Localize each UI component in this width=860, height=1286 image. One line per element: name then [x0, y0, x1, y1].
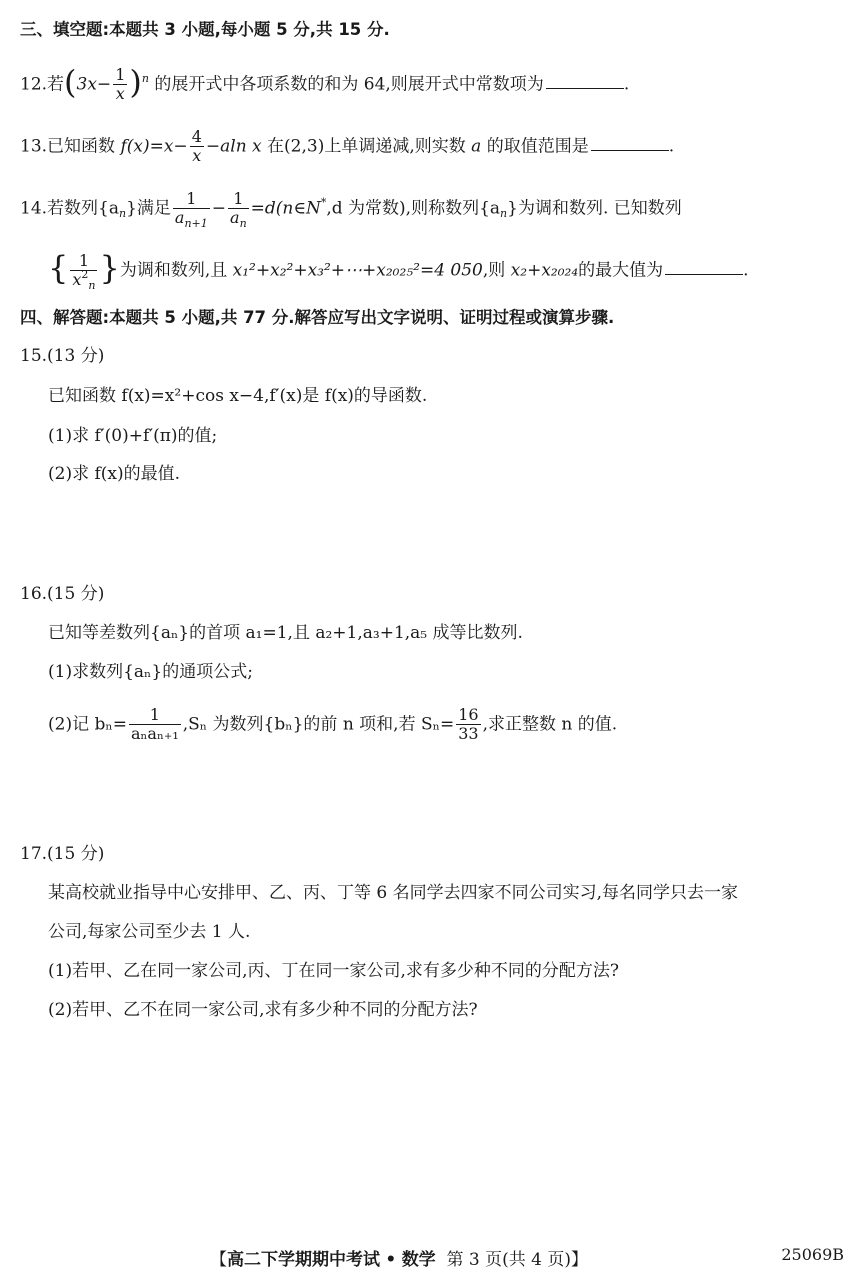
- q15-title: 15.(13 分): [20, 346, 105, 366]
- q12-fraction: $\frac{1}{x}$: [115, 65, 126, 104]
- q17-part1: (1)若甲、乙在同一家公司,丙、丁在同一家公司,求有多少种不同的分配方法?: [48, 961, 620, 981]
- q17-stem-line2: 公司,每家公司至少去 1 人.: [48, 922, 251, 942]
- q12-number: 12.: [20, 74, 48, 95]
- right-brace: }: [99, 249, 120, 288]
- left-paren: (: [64, 63, 77, 102]
- q17-part2: (2)若甲、乙不在同一家公司,求有多少种不同的分配方法?: [48, 1000, 478, 1020]
- right-paren: ): [129, 63, 142, 102]
- answer-blank-12[interactable]: [546, 72, 624, 89]
- subject-name: 数学: [401, 1250, 436, 1270]
- q15-part1: (1)求 f′(0)+f′(π)的值;: [48, 426, 218, 446]
- paper-code: 25069B: [781, 1245, 844, 1264]
- q16-stem: 已知等差数列{aₙ}的首项 a₁=1,且 a₂+1,a₃+1,a₅ 成等比数列.: [48, 623, 523, 643]
- q17-title: 17.(15 分): [20, 844, 105, 864]
- q14-fraction-1: $\frac{1}{a_{n+1}}$: [174, 189, 208, 231]
- q13-fraction: $\frac{4}{x}$: [191, 127, 202, 166]
- q12-expr: 3x−: [76, 74, 112, 95]
- q14-sum-expr: x₁²+x₂²+x₃²+⋯+x₂₀₂₅²=4 050: [232, 260, 483, 281]
- q16-title: 16.(15 分): [20, 584, 105, 604]
- answer-blank-14[interactable]: [665, 258, 743, 275]
- question-14-line2: { $\frac{1}{x^2_n}$ }为调和数列,且 x₁²+x₂²+x₃²+⋯+x₂₀₂₅²=4 050,则 x₂+x₂₀₂₄的最大值为 .: [48, 249, 749, 293]
- q13-function: f(x)=x−: [120, 136, 188, 157]
- q14-number: 14.: [20, 198, 48, 219]
- q15-part2: (2)求 f(x)的最值.: [48, 464, 181, 484]
- q16-part2: (2)记 bₙ= $\frac{1}{\text{aₙaₙ₊₁}}$ ,Sₙ 为数列{bₙ}的前 n 项和,若 Sₙ= $\frac{16}{33}$ ,求正整数 n 的值.: [48, 705, 618, 744]
- q17-stem-line1: 某高校就业指导中心安排甲、乙、丙、丁等 6 名同学去四家不同公司实习,每名同学只去一家: [48, 883, 739, 903]
- page-indicator: 第 3 页(共 4 页): [446, 1250, 572, 1270]
- left-brace: {: [48, 249, 69, 288]
- page-footer: 【高二下学期期中考试 • 数学 第 3 页(共 4 页)】: [210, 1250, 589, 1270]
- q16-fraction-2: $\frac{16}{33}$: [458, 705, 479, 744]
- q12-power: n: [141, 72, 149, 86]
- section3-header: 三、填空题:本题共 3 小题,每小题 5 分,共 15 分.: [20, 20, 390, 39]
- q14-fraction-3: $\frac{1}{x^2_n}$: [72, 251, 96, 293]
- q14-fraction-2: $\frac{1}{a_n}$: [230, 189, 247, 231]
- q13-text: 在(2,3)上单调递减,则实数: [267, 136, 466, 157]
- question-12: 12.若(3x− $\frac{1}{x}$ )$^n$ 的展开式中各项系数的和为 64,则展开式中常数项为 .: [20, 63, 630, 104]
- q16-part1: (1)求数列{aₙ}的通项公式;: [48, 662, 253, 682]
- q12-prefix: 若: [47, 74, 65, 95]
- section4-header: 四、解答题:本题共 5 小题,共 77 分.解答应写出文字说明、证明过程或演算步骤.: [20, 308, 615, 327]
- question-14: 14.若数列$\{a_n\}$满足 $\frac{1}{a_{n+1}}$ − $\frac{1}{a_n}$ =d(n∈N*,d 为常数),则称数列$\{a_n\}$为调和数列. 已知数列: [20, 189, 682, 231]
- q12-text: 的展开式中各项系数的和为 64,则展开式中常数项为: [154, 74, 544, 95]
- question-13: 13.已知函数 f(x)=x− $\frac{4}{x}$ −aln x 在(2,3)上单调递减,则实数 a 的取值范围是 .: [20, 127, 675, 166]
- q16-fraction-1: $\frac{1}{\text{aₙaₙ₊₁}}$: [130, 705, 179, 744]
- q13-number: 13.: [20, 136, 48, 157]
- q15-stem: 已知函数 f(x)=x²+cos x−4,f′(x)是 f(x)的导函数.: [48, 386, 428, 406]
- exam-name: 高二下学期期中考试: [227, 1250, 380, 1270]
- answer-blank-13[interactable]: [591, 134, 669, 151]
- q14-target-expr: x₂+x₂₀₂₄: [510, 260, 579, 281]
